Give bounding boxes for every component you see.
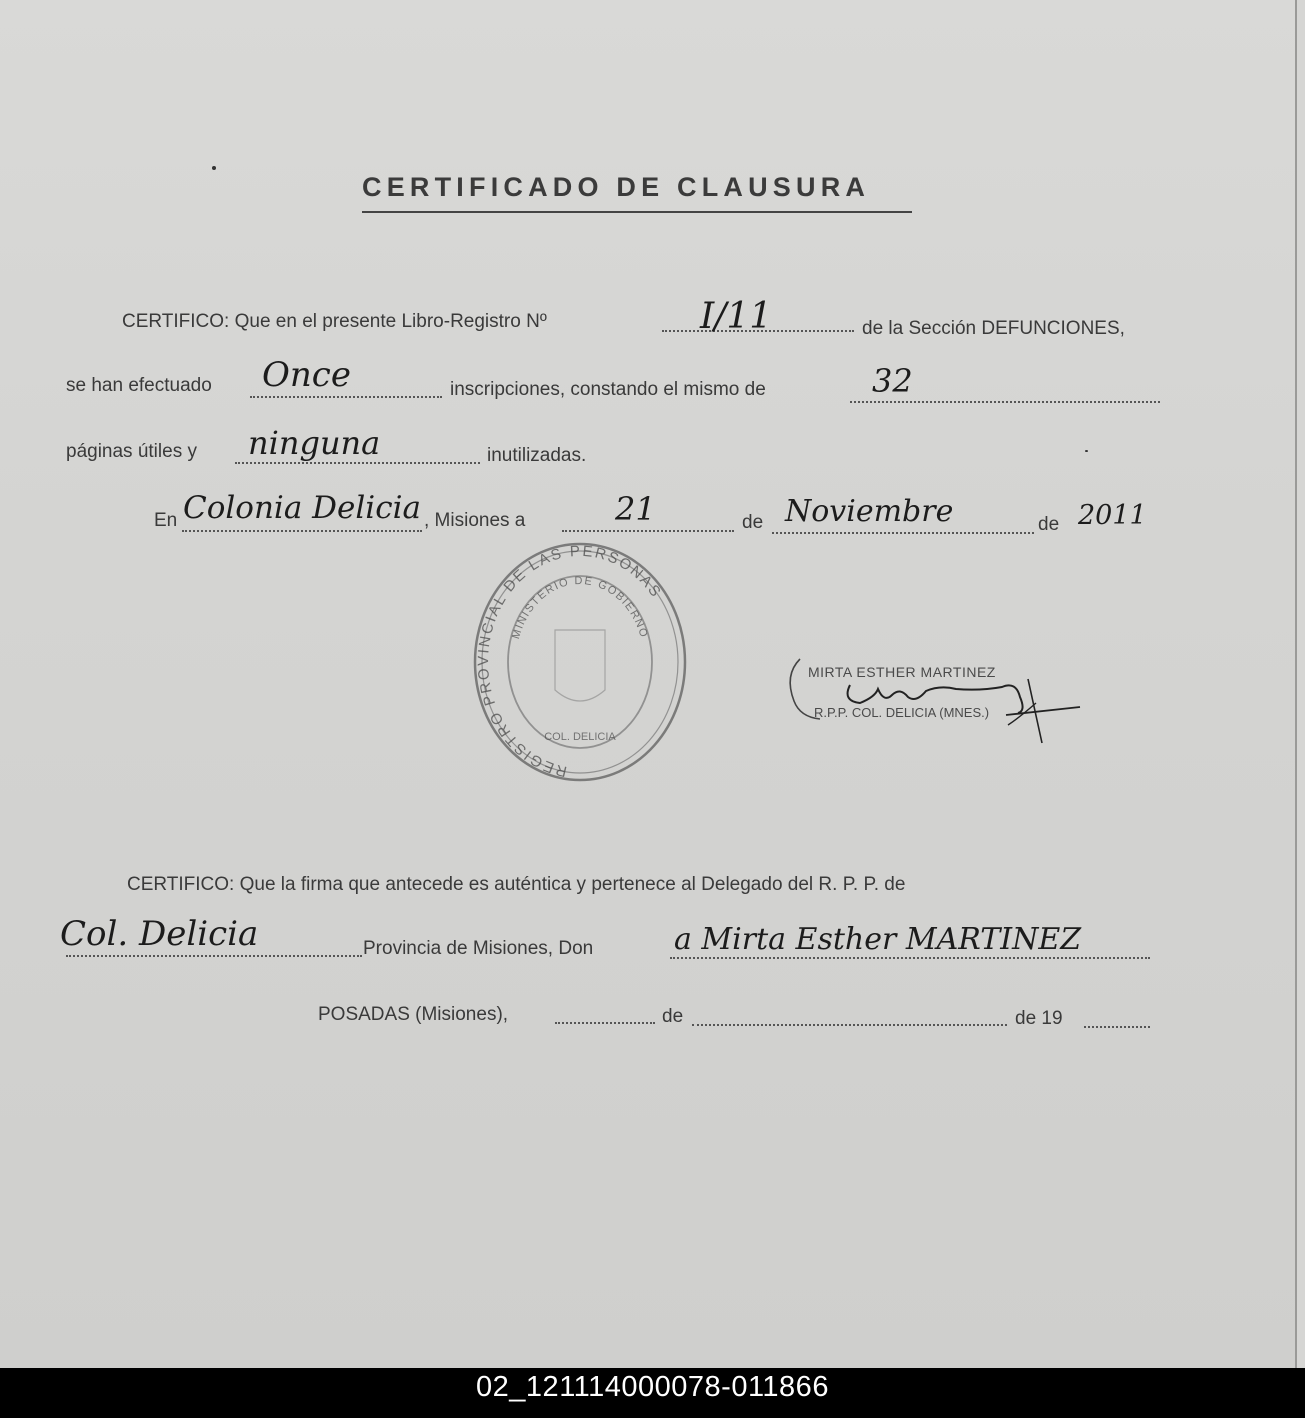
svg-text:R.P.P. COL. DELICIA (MNES.): R.P.P. COL. DELICIA (MNES.) xyxy=(814,705,990,720)
hw-inutilizadas: ninguna xyxy=(248,424,381,462)
fill-line xyxy=(692,1024,1007,1026)
para1-line2-start: se han efectuado xyxy=(66,375,212,396)
hw-localidad: Col. Delicia xyxy=(60,914,259,954)
fill-line xyxy=(182,530,422,532)
fill-line xyxy=(250,396,442,398)
para1-line4-de1: de xyxy=(742,512,764,533)
para1-line4-en: En xyxy=(154,510,178,531)
para1-line1-start: CERTIFICO: Que en el presente Libro-Registro Nº xyxy=(122,311,547,332)
para1-line3-start: páginas útiles y xyxy=(66,441,197,462)
fill-line xyxy=(850,401,1160,403)
para1-line3-end: inutilizadas. xyxy=(487,445,587,466)
para2-line3-de1: de xyxy=(662,1006,684,1027)
fill-line xyxy=(235,462,480,464)
para2-line3-posadas: POSADAS (Misiones), xyxy=(318,1004,509,1025)
svg-text:MINISTERIO DE GOBIERNO: MINISTERIO DE GOBIERNO xyxy=(509,574,650,641)
fill-line xyxy=(562,530,734,532)
svg-text:REGISTRO PROVINCIAL DE LAS PER: REGISTRO PROVINCIAL DE LAS PERSONAS xyxy=(474,542,665,780)
para1-line1-end: de la Sección DEFUNCIONES, xyxy=(862,318,1125,339)
fill-line xyxy=(555,1022,655,1024)
hw-anio: 2011 xyxy=(1078,500,1147,531)
para1-line4-misiones: , Misiones a xyxy=(424,510,526,531)
para2-line1: CERTIFICO: Que la firma que antecede es auténtica y pertenece al Delegado del R. P. P. de xyxy=(127,874,906,895)
fill-line xyxy=(1084,1026,1150,1028)
svg-text:MIRTA ESTHER MARTINEZ: MIRTA ESTHER MARTINEZ xyxy=(808,664,996,680)
para1-line2-mid: inscripciones, constando el mismo de xyxy=(450,379,766,400)
document-title: CERTIFICADO DE CLAUSURA xyxy=(362,172,912,213)
signature-stamp xyxy=(780,645,1100,755)
para2-line3-de19: de 19 xyxy=(1015,1008,1063,1029)
hw-delegado: a Mirta Esther MARTINEZ xyxy=(674,922,1082,957)
speck xyxy=(212,166,216,170)
official-seal xyxy=(470,540,690,790)
hw-libro-numero: I/11 xyxy=(700,296,773,337)
fill-line xyxy=(772,532,1034,534)
hw-lugar: Colonia Delicia xyxy=(183,490,421,526)
fill-line xyxy=(66,955,362,957)
fill-line xyxy=(670,957,1150,959)
hw-paginas: 32 xyxy=(872,362,913,400)
para1-line4-de2: de xyxy=(1038,514,1060,535)
speck xyxy=(1085,450,1088,452)
para2-line2-start: Provincia de Misiones, Don xyxy=(363,938,594,959)
hw-mes: Noviembre xyxy=(785,494,954,529)
hw-inscripciones: Once xyxy=(262,355,351,395)
hw-dia: 21 xyxy=(615,490,656,528)
svg-text:COL. DELICIA: COL. DELICIA xyxy=(544,731,616,743)
document-id: 02_121114000078-011866 xyxy=(476,1371,829,1403)
